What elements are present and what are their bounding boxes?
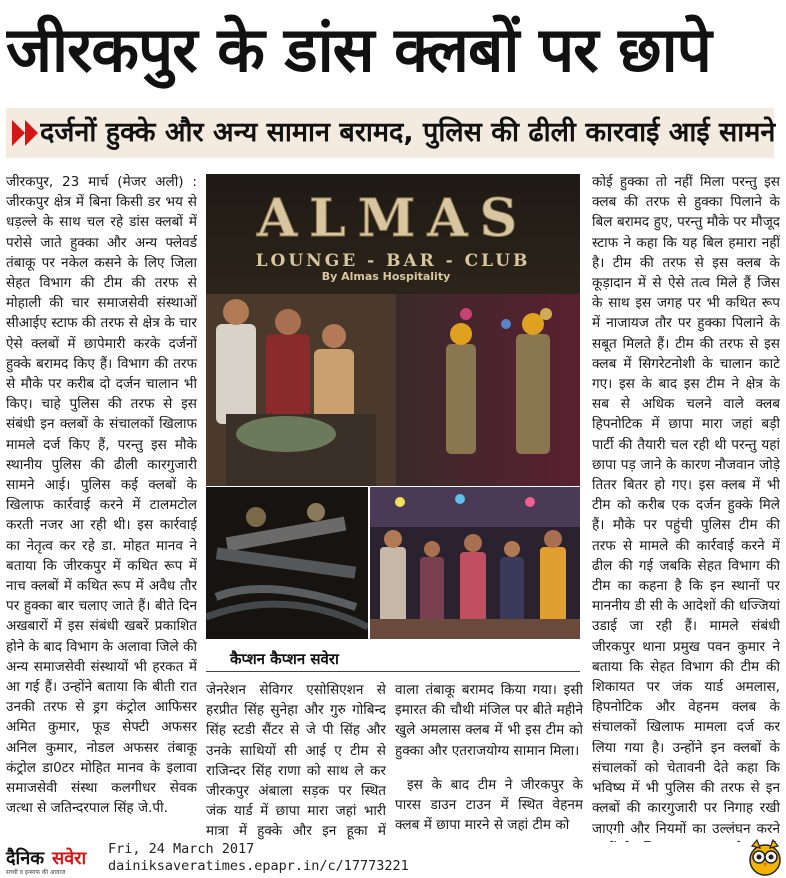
logo-savera: सवेरा (52, 848, 87, 869)
photo-caption: कैप्शन कैप्शन सवेरा (230, 650, 339, 668)
logo-dainik: दैनिक (6, 848, 45, 869)
article-column-2b-para-1: वाला तंबाकू बरामद किया गया। इसी इमारत की चौथी मंजिल पर बीते महीने खुले अमलास क्लब में भी इस टीम को हुक्का और एतराजयोग्य सामान मिला। (395, 682, 583, 759)
photo-club-crowd (370, 487, 580, 639)
article-column-2b-para-2: इस के बाद टीम ने जीरकपुर के पारस डाउन टाउन में स्थित वेहनम क्लब में छापा मारने से जहां टीम को (395, 776, 583, 834)
photo-almas-scene (206, 174, 580, 486)
article-column-1: जीरकपुर, 23 मार्च (मेजर अली) : जीरकपुर क्षेत्र में बिना किसी डर भय से धड़ल्ले के साथ चल रहे डांस क्लबों में परोसे जाते हुक्का और अन्य फ्लेवर्ड तंबाकू पर नकेल कसने के लिए जिला सेहत विभाग की टीम की तरफ से मोहाली की चार समाजसेवी संस्थाओं सीआईए स्टाफ की तरफ से क्षेत्र के चार ऐसे क्लबों में छापेमारी करके दर्जनों हुक्के बरामद किए हैं। विभाग की तरफ से मौके पर करीब दो दर्जन चालान भी किए। चाहे पुलिस की तरफ से इस संबंधी इन क्लबों के संचालकों खिलाफ मामले दर्ज किए हैं, परन्तु इस मौके स्थानीय पुलिस की ढीली कारगुजारी सामने आई। पुलिस कई क्लबों के खिलाफ कार्रवाई करने में टालमटोल करती नजर आ रही थी। इस कार्रवाई का नेतृत्व कर रहे डा. मोहत मानव ने बताया कि जीरकपुर में कथित रूप में नाच क्लबों में कथित रूप में अवैध तौर पर हुक्का बार चलाए जाते हैं। बीते दिन अखबारों में इस संबंधी खबरें प्रकाशित होने के बाद विभाग के अलावा जिले की अन्य समाजसेवी संस्थायों भी हरकत में आ गई हैं। उन्होंने बताया कि बीती रात उनकी तरफ से ड्रग कंट्रोल आफिसर अमित कुमार, फूड सेफ्टी अफसर अनिल कुमार, नोडल अफसर तंबाकू कंट्रोल डा0टर मोहित मानव के इलावा समाजसेवी संस्था कलगीधर सेवक जत्था से जतिन्दरपाल सिंह जे.पी. (6, 174, 197, 817)
double-arrow-icon (12, 120, 40, 146)
newspaper-logo (6, 846, 102, 874)
edition-date: Fri, 24 March 2017 (108, 841, 255, 857)
photo-sign-name: ALMAS (256, 188, 530, 249)
photo-seized-hookahs (206, 487, 368, 639)
article-column-3: कोई हुक्का तो नहीं मिला परन्तु इस क्लब की तरफ से हुक्का पिलाने के बिल बरामद हुए, परन्तु मौके पर मौजूद स्टाफ ने कहा कि यह बिल हमारा नहीं है। टीम की तरफ से इस क्लब के कूड़ादान में से ऐसे तत्व मिले हैं जिस के साथ इस जगह पर भी कथित रूप में नाजायज तौर पर हुक्का पिलाने के सबूत मिलते हैं। टीम की तरफ से इस क्लब में सिगरेटनोशी के चालान काटे गए। इस के बाद इस टीम ने क्षेत्र के सब से अधिक चलने वाले क्लब हिपनोटिक में छापा मारा जहां बड़ी पार्टी की तैयारी चल रही थी परन्तु यहां छापा पड़ जाने के कारण नौजवान जोड़े तितर बितर हो गए। इस क्लब में भी टीम को करीब एक दर्जन हुक्के मिले हैं। मौके पर पहुंची पुलिस टीम की तरफ से मामले की कार्रवाई करने में ढील की गई जबकि सेहत विभाग की टीम का कहना है कि इन स्थानों पर माननीय डी सी के आदेशों की धज्जियां उडाई जा रही हैं। मामले संबंधी जीरकपुर थाना प्रमुख पवन कुमार ने बताया कि सेहत विभाग की टीम की शिकायत पर जंक यार्ड अमलास, हिपनोटिक और वेहनम क्लब के संचालकों खिलाफ मामला दर्ज कर लिया गया है। उन्होंने इन क्लबों के संचालकों को चेतावनी देते कहा कि भविष्य में भी पुलिस की तरफ से इन क्लबों की कारगुजारी पर निगाह रखी जाएगी और नियमों का उल्लंघन करने (592, 174, 780, 837)
photo-sign-by: By Almas Hospitality (321, 270, 451, 283)
epaper-url[interactable]: dainiksaveratimes.epapr.in/c/17773221 (108, 858, 409, 874)
photo-almas-club-raid (206, 174, 580, 486)
article-column-2a: जेनरेशन सेविगर एसोसिएशन से हरप्रीत सिंह सुनेहा और गुरु गोबिन्द सिंह स्टडी सैंटर से जे पी सिंह और उनके साथियों सी आई ए टीम से राजिन्दर सिंह राणा को साथ ले कर जीरकपुर अंबाला सड़क पर स्थित जंक यार्ड में छापा मारा जहां भारी मात्रा में हुक्के और इन हूका में (206, 682, 386, 840)
subheadline: दर्जनों हुक्के और अन्य सामान बरामद, पुलिस की ढीली कारवाई आई सामने (40, 117, 776, 148)
photo-sign-tagline: LOUNGE - BAR - CLUB (255, 251, 531, 271)
article-column-2b (395, 680, 583, 840)
headline: जीरकपुर के डांस क्लबों पर छापे (6, 13, 711, 86)
photo-caption-bar (206, 643, 580, 672)
logo-tagline: सच्ची व इन्साफ की आवाज (6, 869, 66, 876)
photo-crowd-scene (370, 487, 580, 639)
owl-icon (748, 838, 782, 876)
photo-hookahs-scene (206, 487, 368, 639)
subheadline-bar (6, 108, 774, 158)
